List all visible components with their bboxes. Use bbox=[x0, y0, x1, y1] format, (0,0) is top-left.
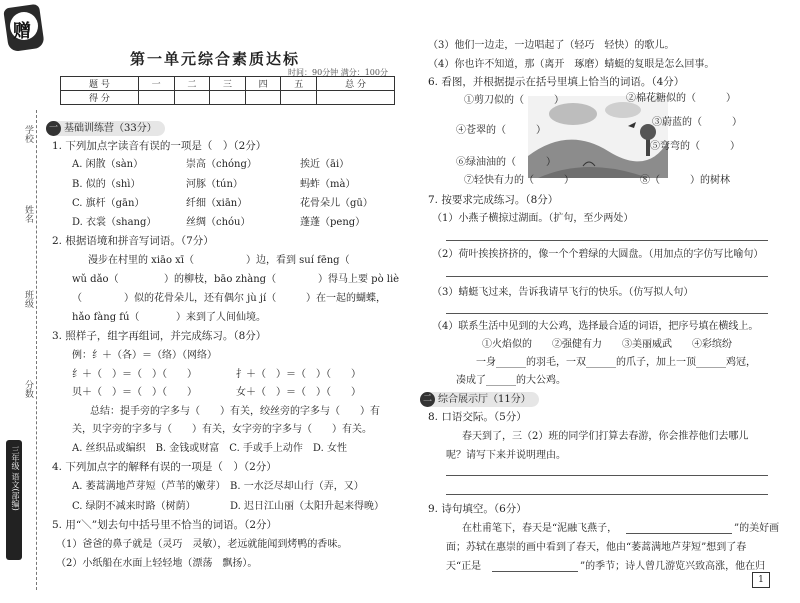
q1-option: 花骨朵儿（gū） bbox=[300, 198, 373, 209]
q3-summary: 关，贝字旁的字多与（ ）有关，女字旁的字多与（ ）有关。 bbox=[72, 424, 372, 435]
q8-text: 呢？请写下来并说明理由。 bbox=[446, 450, 566, 461]
score-input-cell[interactable] bbox=[138, 91, 174, 105]
q5-line: （4）你也许不知道，那（离开 琢磨）蜻蜓的复眼是怎么回事。 bbox=[428, 59, 715, 70]
score-input-cell[interactable] bbox=[245, 91, 281, 105]
page-number: 1 bbox=[752, 572, 770, 588]
q2-text: ）似的花骨朵儿，还有偶尔 jù jí（ bbox=[124, 293, 277, 304]
score-cell: 总 分 bbox=[317, 77, 395, 91]
q2-stem: 2. 根据语境和拼音写词语。（7分） bbox=[52, 235, 214, 247]
q9-text: ”的美好画 bbox=[734, 523, 780, 534]
q7-item: （4）联系生活中见到的大公鸡，选择最合适的词语，把序号填在横线上。 bbox=[432, 321, 759, 332]
q6-prompt: ⑦轻快有力的（ ） bbox=[464, 175, 574, 186]
score-cell: 得 分 bbox=[61, 91, 139, 105]
section-title: 基础训练营（33分） bbox=[64, 123, 157, 134]
q6-prompt: ③蔚蓝的（ ） bbox=[652, 117, 742, 128]
q1-option: 崇高（chóng） bbox=[186, 159, 257, 170]
q7-fill: 凑成了______的大公鸡。 bbox=[456, 375, 566, 386]
q5-stem: 5. 用“＼”划去句中括号里不恰当的词语。（2分） bbox=[52, 519, 278, 531]
answer-line[interactable] bbox=[446, 475, 768, 476]
q1-option: C. 旗杆（gān） bbox=[72, 198, 145, 209]
q7-item: （2）荷叶挨挨挤挤的，像一个个碧绿的大圆盘。（用加点的字仿写比喻句） bbox=[432, 249, 764, 260]
q5-line: （1）爸爸的鼻子就是（灵巧 灵敏），老远就能闻到烤鸭的香味。 bbox=[56, 539, 348, 550]
score-input-cell[interactable] bbox=[281, 91, 317, 105]
q9-text: 面；苏轼在惠崇的画中看到了春天，他由“萎蒿满地芦芽短”想到了春 bbox=[446, 542, 747, 553]
answer-line[interactable] bbox=[446, 313, 768, 314]
score-input-cell[interactable] bbox=[210, 91, 246, 105]
q1-stem: 1. 下列加点字读音有误的一项是（ ）（2分） bbox=[52, 140, 267, 152]
q6-prompt: ①剪刀似的（ ） bbox=[464, 95, 564, 106]
q1-option: 蓬蓬（peng） bbox=[300, 217, 366, 228]
q8-text: 春天到了，三（2）班的同学们打算去春游，你会推荐他们去哪儿 bbox=[462, 431, 749, 442]
name-label: 姓名 bbox=[23, 205, 33, 223]
q4-option: D. 迟日江山丽（太阳升起来得晚） bbox=[230, 501, 385, 512]
q6-prompt: ②棉花糖似的（ ） bbox=[626, 93, 736, 104]
q6-stem: 6. 看图，并根据提示在括号里填上恰当的词语。（4分） bbox=[428, 76, 685, 88]
score-input-cell[interactable] bbox=[174, 91, 210, 105]
q3-row: 女＋（ ）＝（ ）（ ） bbox=[236, 387, 361, 398]
score-cell: 题 号 bbox=[61, 77, 139, 91]
section-title: 综合展示厅（11分） bbox=[438, 394, 531, 405]
q4-option: C. 绿阴不减来时路（树荫） bbox=[72, 501, 196, 512]
exam-meta: 时间：90分钟 满分：100分 bbox=[288, 68, 388, 77]
q1-option: 挨近（āi） bbox=[300, 159, 350, 170]
q6-prompt: ⑧（ ）的树林 bbox=[640, 175, 730, 186]
q2-text: ）得马上要 pò liè bbox=[318, 274, 400, 285]
q2-text: ）的柳枝，bāo zhàng（ bbox=[164, 274, 277, 285]
q3-row: 纟＋（ ）＝（ ）（ ） bbox=[72, 369, 197, 380]
page-title: 第一单元综合素质达标 bbox=[130, 50, 301, 68]
binding-dashed-line bbox=[36, 110, 37, 590]
q6-prompt: ⑤弯弯的（ ） bbox=[650, 141, 740, 152]
score-label: 分数 bbox=[23, 380, 33, 398]
section-number: 一 bbox=[46, 121, 61, 136]
gift-badge-text: 赠 bbox=[13, 21, 31, 42]
q3-example: 例：纟＋（各）＝（络）（网络） bbox=[72, 350, 217, 361]
q9-text: 在杜甫笔下，春天是“泥融飞燕子， bbox=[462, 523, 618, 534]
q3-row: 扌＋（ ）＝（ ）（ ） bbox=[236, 369, 361, 380]
score-cell: 四 bbox=[245, 77, 281, 91]
q4-stem: 4. 下列加点字的解释有误的一项是（ ）（2分） bbox=[52, 461, 277, 473]
section-number: 二 bbox=[420, 392, 435, 407]
score-cell: 三 bbox=[210, 77, 246, 91]
q1-option: 蚂蚱（mà） bbox=[300, 179, 356, 190]
q4-option: B. 一水泛尽却山行（弄，又） bbox=[230, 481, 364, 492]
q2-text: hǎo fàng fú（ bbox=[72, 312, 140, 323]
q3-stem: 3. 照样子，组字再组词，并完成练习。（8分） bbox=[52, 330, 267, 342]
score-table-score-row bbox=[61, 91, 395, 105]
q9-text: ”的季节；诗人曾几游览兴致高涨，他在归 bbox=[580, 561, 766, 572]
q2-text: ）在一起的蝴蝶， bbox=[306, 293, 386, 304]
q2-text: wǔ dǎo（ bbox=[72, 274, 119, 285]
q2-text: （ bbox=[72, 293, 82, 304]
grade-strip-text: 三年级 语文(部编) bbox=[11, 446, 20, 511]
q8-stem: 8. 口语交际。（5分） bbox=[428, 411, 527, 423]
q9-stem: 9. 诗句填空。（6分） bbox=[428, 503, 527, 515]
answer-line[interactable] bbox=[446, 494, 768, 495]
q2-text: 漫步在村里的 xiāo xī（ bbox=[88, 255, 195, 266]
q9-text: 天“正是 bbox=[446, 561, 482, 572]
q6-prompt: ⑥绿油油的（ ） bbox=[456, 157, 556, 168]
q7-item: （3）蜻蜓飞过来，告诉我请早飞行的快乐。（仿写拟人句） bbox=[432, 287, 694, 298]
q5-line: （2）小纸船在水面上轻轻地（漂荡 飘扬）。 bbox=[56, 558, 258, 569]
q3-options: A. 丝织品或编织 B. 金钱或财富 C. 手或手上动作 D. 女性 bbox=[72, 443, 347, 454]
q1-option: 河豚（tún） bbox=[186, 179, 243, 190]
section-header-showcase bbox=[420, 392, 539, 407]
q2-text: ）来到了人间仙境。 bbox=[176, 312, 266, 323]
q7-options: ①火焰似的 ②强健有力 ③美丽威武 ④彩缤纷 bbox=[482, 339, 732, 350]
q6-prompt: ④苍翠的（ ） bbox=[456, 125, 546, 136]
q3-summary: 总结：提手旁的字多与（ ）有关，绞丝旁的字多与（ ）有 bbox=[90, 406, 380, 417]
q4-option: A. 萎蒿满地芦芽短（芦苇的嫩芽） bbox=[72, 481, 226, 492]
score-table bbox=[60, 76, 395, 105]
q1-option: B. 似的（shì） bbox=[72, 179, 141, 190]
q7-fill: 一身______的羽毛，一双______的爪子，加上一顶______鸡冠， bbox=[476, 357, 756, 368]
q3-row: 贝＋（ ）＝（ ）（ ） bbox=[72, 387, 197, 398]
q1-option: A. 闲散（sàn） bbox=[72, 159, 144, 170]
score-table-header-row bbox=[61, 77, 395, 91]
section-header-basic bbox=[46, 121, 165, 136]
q1-option: 丝绸（chóu） bbox=[186, 217, 251, 228]
fill-blank[interactable] bbox=[626, 533, 732, 534]
q1-option: 纤细（xiān） bbox=[186, 198, 248, 209]
q1-option: D. 衣裳（shang） bbox=[72, 217, 157, 228]
score-cell: 五 bbox=[281, 77, 317, 91]
score-cell: 二 bbox=[174, 77, 210, 91]
score-input-cell[interactable] bbox=[317, 91, 395, 105]
fill-blank[interactable] bbox=[492, 571, 578, 572]
q7-item: （1）小燕子横掠过湖面。（扩句，至少两处） bbox=[432, 213, 634, 224]
q5-line: （3）他们一边走，一边唱起了（轻巧 轻快）的歌儿。 bbox=[428, 40, 675, 51]
q2-text: ）边，看到 suí fēng（ bbox=[246, 255, 350, 266]
school-label: 学校 bbox=[23, 125, 33, 143]
score-cell: 一 bbox=[138, 77, 174, 91]
answer-line[interactable] bbox=[446, 240, 768, 241]
class-label: 班级 bbox=[23, 290, 33, 308]
q7-stem: 7. 按要求完成练习。（8分） bbox=[428, 194, 559, 206]
answer-line[interactable] bbox=[446, 276, 768, 277]
